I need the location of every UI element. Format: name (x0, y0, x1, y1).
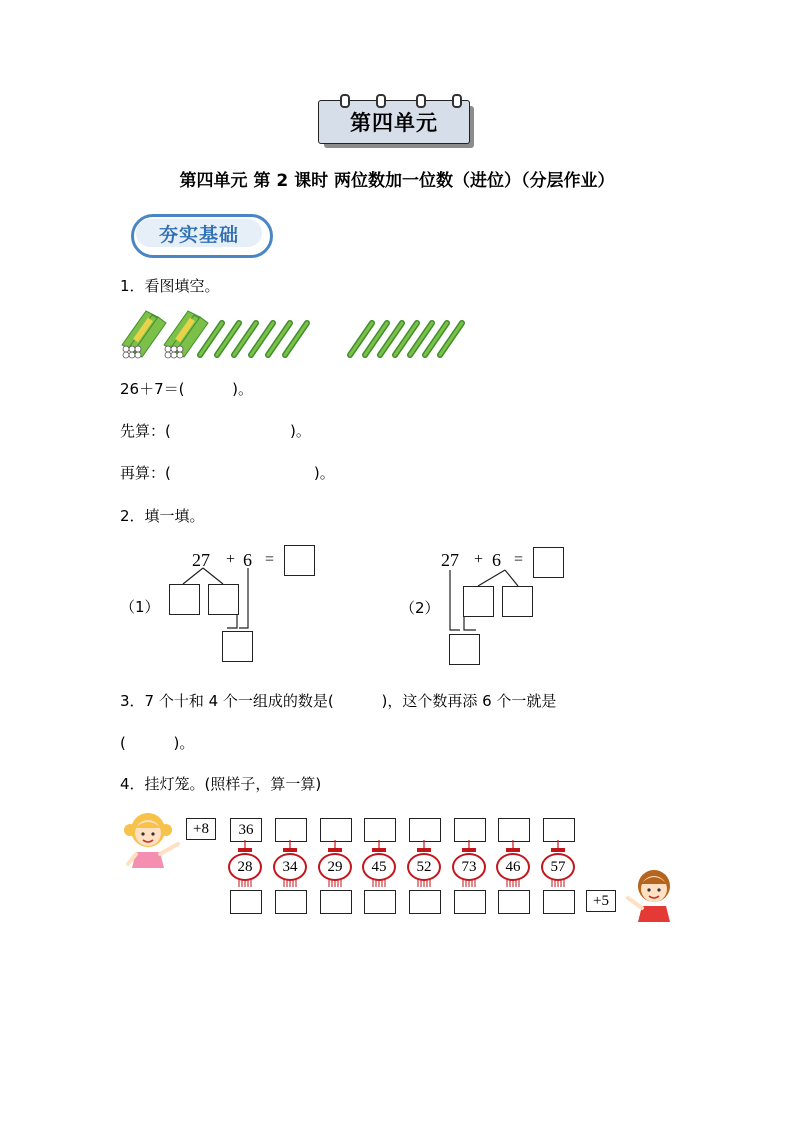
q4-bottom-operator: +5 (586, 890, 616, 912)
q2-part2-box-ones[interactable] (502, 586, 533, 617)
q2-part1-op: + (226, 551, 236, 568)
q4-top-operator: +8 (186, 818, 216, 840)
q2-part1-a: 27 (192, 550, 210, 570)
section-badge (131, 214, 271, 256)
page-title: 第四单元 第 2 课时 两位数加一位数（进位）（分层作业） (179, 171, 615, 191)
q4-top-box-2[interactable] (275, 818, 307, 842)
q4-top-example: 36 (230, 818, 262, 842)
q2-part2-op: + (474, 551, 484, 568)
q1-line-sum: 26＋7＝( )。 (120, 380, 254, 398)
q2-part1-answer-box[interactable] (284, 545, 315, 576)
lantern-4: 45 (362, 853, 396, 881)
q4-bottom-box-5[interactable] (409, 890, 441, 914)
unit-tag-label: 第四单元 (318, 100, 470, 144)
unit-tag (318, 100, 476, 150)
q4-bottom-box-7[interactable] (498, 890, 530, 914)
q1-line-first: 先算：( )。 (120, 422, 311, 440)
sticks-illustration (118, 305, 468, 365)
q2-part1-b: 6 (243, 550, 252, 570)
lantern-5: 52 (407, 853, 441, 881)
q2-part2-num: （2） (400, 599, 440, 617)
lantern-8: 57 (541, 853, 575, 881)
q4-bottom-box-1[interactable] (230, 890, 262, 914)
q3-line1: 3．7 个十和 4 个一组成的数是( )，这个数再添 6 个一就是 (120, 692, 557, 710)
q4-bottom-box-4[interactable] (364, 890, 396, 914)
boy-illustration (624, 866, 674, 922)
girl-illustration (120, 808, 182, 868)
stick-bundle-1 (122, 311, 166, 358)
q4-bottom-box-3[interactable] (320, 890, 352, 914)
q4-top-box-6[interactable] (454, 818, 486, 842)
q1-label: 1．看图填空。 (120, 277, 220, 295)
q2-part2-a: 27 (441, 550, 459, 570)
lantern-1: 28 (228, 853, 262, 881)
q3-line2: ( )。 (120, 734, 195, 752)
q4-bottom-box-6[interactable] (454, 890, 486, 914)
q2-part1-num: （1） (120, 598, 160, 616)
lantern-2: 34 (273, 853, 307, 881)
q2-part1-eq: = (265, 551, 275, 568)
q2-part1-box-ones[interactable] (208, 584, 239, 615)
q2-part1-box-tens[interactable] (169, 584, 200, 615)
q4-label: 4．挂灯笼。(照样子，算一算) (120, 775, 322, 793)
section-badge-label: 夯实基础 (136, 219, 262, 247)
q2-part2-box-result[interactable] (449, 634, 480, 665)
q1-line-then: 再算：( )。 (120, 464, 335, 482)
q4-bottom-box-8[interactable] (543, 890, 575, 914)
q4-top-box-3[interactable] (320, 818, 352, 842)
q4-bottom-box-2[interactable] (275, 890, 307, 914)
q2-part2-box-tens[interactable] (463, 586, 494, 617)
q2-part2-eq: = (514, 551, 524, 568)
q2-part1-box-result[interactable] (222, 631, 253, 662)
q4-top-box-7[interactable] (498, 818, 530, 842)
q4-top-box-5[interactable] (409, 818, 441, 842)
q2-part2-b: 6 (492, 550, 501, 570)
q4-top-box-8[interactable] (543, 818, 575, 842)
q4-top-box-4[interactable] (364, 818, 396, 842)
lantern-6: 73 (452, 853, 486, 881)
lantern-7: 46 (496, 853, 530, 881)
lantern-3: 29 (318, 853, 352, 881)
q2-label: 2．填一填。 (120, 507, 205, 525)
